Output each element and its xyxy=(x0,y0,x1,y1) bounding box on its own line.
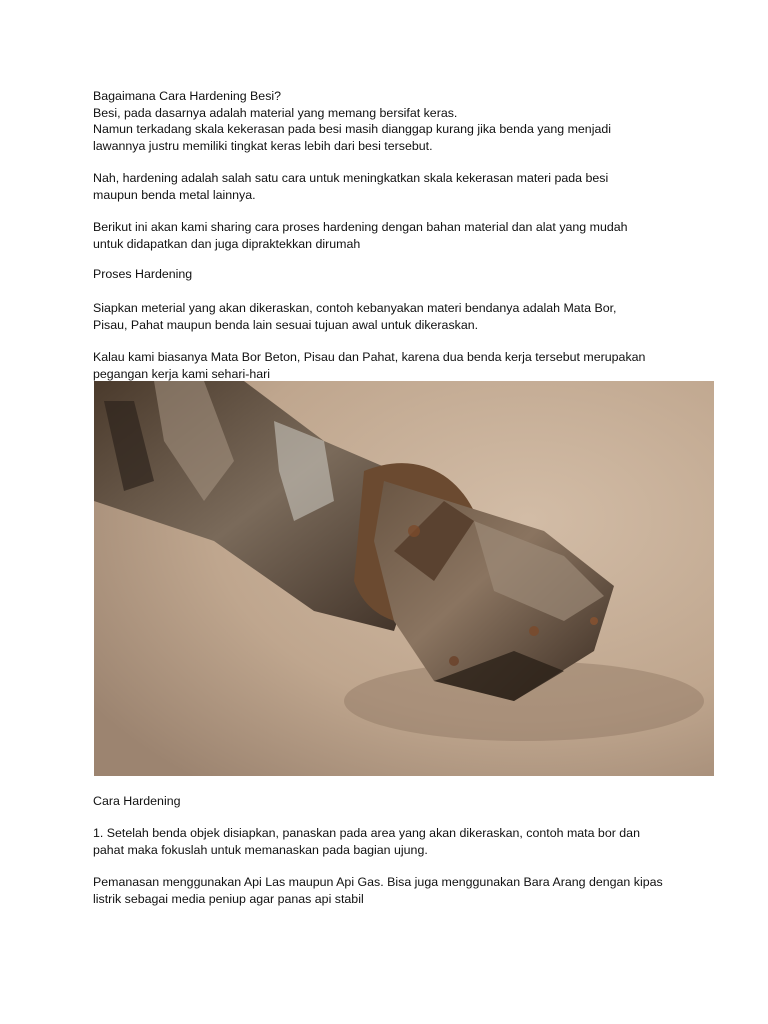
text-line: Pisau, Pahat maupun benda lain sesuai tujuan awal untuk dikeraskan. xyxy=(93,317,479,332)
text-line: Namun terkadang skala kekerasan pada besi masih dianggap kurang jika benda yang menjadi xyxy=(93,122,611,136)
paragraph-step-1 xyxy=(93,825,693,858)
document-title: Bagaimana Cara Hardening Besi? xyxy=(93,89,282,103)
section-heading-cara-hardening: Cara Hardening xyxy=(93,794,181,808)
text-line: maupun benda metal lainnya. xyxy=(93,187,256,202)
text-line: pahat maka fokuslah untuk memanaskan pada bagian ujung. xyxy=(93,842,428,857)
text-line: Pemanasan menggunakan Api Las maupun Api Gas. Bisa juga menggunakan Bara Arang dengan kipas xyxy=(93,875,663,889)
text-line: Kalau kami biasanya Mata Bor Beton, Pisau dan Pahat, karena dua benda kerja tersebut merupakan xyxy=(93,350,646,364)
text-line: listrik sebagai media peniup agar panas api stabil xyxy=(93,891,364,906)
text-line: pegangan kerja kami sehari-hari xyxy=(93,366,271,381)
text-line: 1. Setelah benda objek disiapkan, panaskan pada area yang akan dikeraskan, contoh mata bor dan xyxy=(93,826,640,840)
paragraph-sharing xyxy=(93,219,693,252)
text-line: untuk didapatkan dan juga dipraktekkan dirumah xyxy=(93,236,361,251)
text-line: Besi, pada dasarnya adalah material yang memang bersifat keras. xyxy=(93,105,458,120)
text-line: Nah, hardening adalah salah satu cara untuk meningkatkan skala kekerasan materi pada besi xyxy=(93,171,609,185)
text-line: Berikut ini akan kami sharing cara proses hardening dengan bahan material dan alat yang mudah xyxy=(93,220,628,234)
text-line: lawannya justru memiliki tingkat keras lebih dari besi tersebut. xyxy=(93,138,433,153)
section-heading-proses-hardening: Proses Hardening xyxy=(93,267,193,281)
intro-paragraph xyxy=(93,88,693,154)
drill-bit-illustration xyxy=(94,381,714,776)
text-line: Siapkan meterial yang akan dikeraskan, contoh kebanyakan materi bendanya adalah Mata Bor, xyxy=(93,301,617,315)
paragraph-kalau-kami xyxy=(93,349,693,382)
drill-bit-photo xyxy=(94,381,714,776)
paragraph-siapkan xyxy=(93,300,693,333)
paragraph-hardening-definition xyxy=(93,170,693,203)
paragraph-pemanasan xyxy=(93,874,693,907)
